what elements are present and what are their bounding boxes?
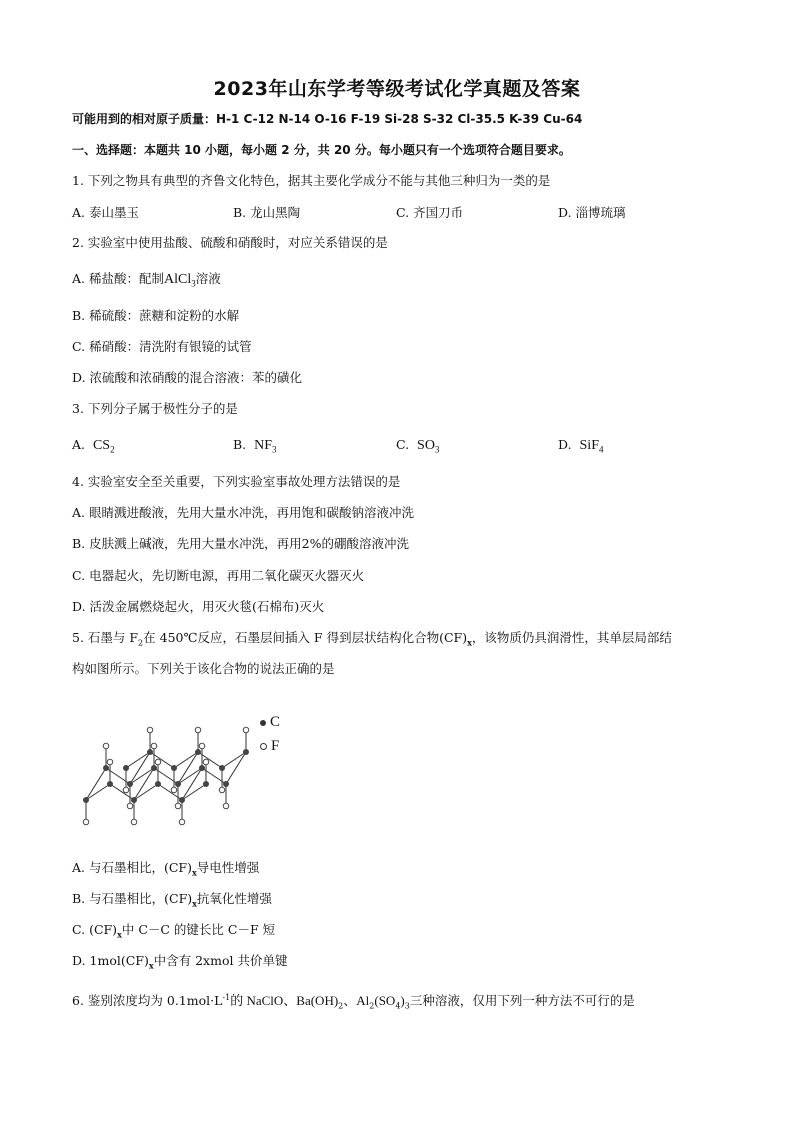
carbon-dot-icon (260, 720, 266, 726)
q2-option-a-suffix: 溶液 (195, 271, 221, 286)
c-c-bond (86, 784, 110, 800)
q2-option-a-formula: AlCl (163, 272, 192, 287)
q2-option-d: D. 浓硫酸和浓硝酸的混合溶液：苯的磺化 (72, 370, 303, 385)
carbon-atom (179, 797, 185, 803)
q5-option-d-text: D. 1mol(CF) (72, 953, 149, 968)
cf-layer-structure-figure (72, 700, 302, 840)
carbon-atom (203, 781, 209, 787)
q3-option-b (233, 436, 277, 459)
c-c-bond (226, 752, 246, 784)
carbon-atom (219, 765, 225, 771)
q3-option-d-formula: SiF (579, 438, 599, 453)
q1-option-b: B. 龙山黑陶 (233, 205, 301, 220)
q5-option-b-text: B. 与石墨相比，(CF) (72, 891, 193, 906)
c-c-bond (178, 768, 202, 784)
fluorine-atom (175, 803, 181, 809)
carbon-atom (147, 749, 153, 755)
fluorine-atom (151, 743, 157, 749)
q5-option-d-tail: 中含有 2xmol 共价单键 (153, 953, 288, 968)
fluorine-atom (147, 727, 153, 733)
q4-option-b: B. 皮肤溅上碱液，先用大量水冲洗，再用2%的硼酸溶液冲洗 (72, 536, 409, 551)
q3-option-a-subscript: 2 (110, 444, 115, 455)
q3-option-c-subscript: 3 (434, 444, 440, 455)
fluorine-atom (127, 803, 133, 809)
q6-sup: -1 (222, 993, 231, 1002)
q3-option-c-formula: SO (417, 438, 435, 453)
c-c-bond (126, 752, 150, 768)
q5-option-d (72, 952, 287, 975)
carbon-atom (151, 765, 157, 771)
q6-part5: ) (400, 993, 405, 1009)
q3-option-b-formula: NF (254, 438, 273, 453)
carbon-atom (131, 797, 137, 803)
carbon-atom (107, 781, 113, 787)
q5-option-c-text: C. (CF) (72, 922, 118, 937)
c-c-bond (86, 768, 106, 800)
c-c-bond (134, 784, 158, 800)
carbon-atom (83, 797, 89, 803)
q3-option-d-letter: D. (558, 437, 572, 452)
q6-sub5: 3 (404, 1001, 410, 1011)
q5-option-a-subx: x (191, 867, 197, 878)
q6-sub3: 2 (369, 1001, 375, 1011)
q6-part1: 6. 鉴别浓度均为 0.1mol·L (72, 993, 223, 1009)
q5-stem-sub2: 2 (138, 638, 144, 648)
fluorine-atom (195, 727, 201, 733)
q2-option-a-subscript: 3 (191, 278, 196, 289)
q6-part2: 的 NaClO、Ba(OH) (230, 993, 339, 1009)
q1-option-d: D. 淄博琉璃 (558, 205, 626, 220)
page-title: 2023年山东学考等级考试化学真题及答案 (213, 78, 581, 100)
fluorine-atom (123, 787, 129, 793)
q5-option-a-tail: 导电性增强 (196, 860, 260, 875)
carbon-atom (155, 781, 161, 787)
carbon-atom (127, 781, 133, 787)
q2-option-b: B. 稀硫酸：蔗糖和淀粉的水解 (72, 308, 240, 323)
q2-option-a-text: A. 稀盐酸：配制 (72, 271, 164, 286)
legend-carbon-label: C (270, 714, 281, 730)
q3-option-a-letter: A. (72, 437, 86, 452)
q3-option-c-letter: C. (396, 437, 410, 452)
question-5-stem-line2: 构如图所示。下列关于该化合物的说法正确的是 (72, 661, 335, 676)
fluorine-atom (179, 819, 185, 825)
fluorine-circle-icon (260, 743, 267, 750)
carbon-atom (223, 781, 229, 787)
fluorine-atom (243, 727, 249, 733)
q6-part4: (SO (374, 993, 396, 1009)
fluorine-atom (83, 819, 89, 825)
q1-option-a: A. 泰山墨玉 (72, 205, 139, 220)
question-1-stem: 1. 下列之物具有典型的齐鲁文化特色，据其主要化学成分不能与其他三种归为一类的是 (72, 173, 551, 188)
q6-sub4: 4 (395, 1001, 401, 1011)
q5-option-b (72, 890, 272, 913)
q5-stem-part2: 在 450℃反应，石墨层间插入 F 得到层状结构化合物(CF) (143, 630, 468, 645)
q1-option-c: C. 齐国刀币 (396, 205, 464, 220)
c-c-bond (174, 752, 198, 768)
question-5-stem-line1 (72, 629, 672, 653)
carbon-atom (195, 749, 201, 755)
fluorine-atom (223, 803, 229, 809)
q5-option-c (72, 921, 275, 944)
q5-option-a-text: A. 与石墨相比，(CF) (72, 860, 192, 875)
q5-option-b-subx: x (192, 898, 197, 909)
q3-option-d (558, 436, 603, 459)
q5-option-d-subx: x (148, 960, 154, 971)
legend-carbon (260, 714, 280, 731)
q6-part6: 三种溶液，仅用下列一种方法不可行的是 (409, 993, 635, 1009)
q5-option-c-tail: 中 C－C 的键长比 C－F 短 (121, 922, 276, 937)
fluorine-atom (199, 743, 205, 749)
fluorine-atom (155, 759, 161, 765)
carbon-atom (175, 781, 181, 787)
q4-option-a: A. 眼睛溅进酸液，先用大量水冲洗，再用饱和碳酸钠溶液冲洗 (72, 505, 414, 520)
fluorine-atom (103, 743, 109, 749)
fluorine-atom (203, 759, 209, 765)
question-3-stem: 3. 下列分子属于极性分子的是 (72, 401, 238, 416)
fluorine-atom (171, 787, 177, 793)
q3-option-d-subscript: 4 (598, 444, 604, 455)
carbon-atom (243, 749, 249, 755)
carbon-atom (123, 765, 129, 771)
fluorine-atom (219, 787, 225, 793)
atomic-masses: 可能用到的相对原子质量：H-1 C-12 N-14 O-16 F-19 Si-28 S-32 Cl-35.5 K-39 Cu-64 (72, 112, 583, 126)
q2-option-c: C. 稀硝酸：清洗附有银镜的试管 (72, 339, 252, 354)
q3-option-b-letter: B. (233, 437, 247, 452)
q6-part3: 、Al (343, 993, 370, 1009)
q3-option-b-subscript: 3 (272, 444, 277, 455)
q5-stem-part1: 5. 石墨与 F (72, 630, 139, 645)
fluorine-atom (107, 759, 113, 765)
q3-option-a (72, 436, 115, 459)
c-c-bond (222, 752, 246, 768)
c-c-bond (130, 768, 154, 784)
fluorine-atom (131, 819, 137, 825)
carbon-atom (171, 765, 177, 771)
q4-option-d: D. 活泼金属燃烧起火，用灭火毯(石棉布)灭火 (72, 599, 325, 614)
question-6-stem (72, 989, 635, 1016)
q3-option-a-formula: CS (92, 438, 111, 453)
q2-option-a (72, 270, 221, 293)
q4-option-c: C. 电器起火，先切断电源，再用二氧化碳灭火器灭火 (72, 568, 365, 583)
legend-fluorine-label: F (271, 738, 280, 754)
carbon-atom (199, 765, 205, 771)
question-2-stem: 2. 实验室中使用盐酸、硫酸和硝酸时，对应关系错误的是 (72, 235, 388, 250)
legend-fluorine (260, 738, 279, 755)
q3-option-c (396, 436, 439, 459)
q5-option-b-tail: 抗氧化性增强 (196, 891, 272, 906)
q6-sub2: 2 (338, 1001, 344, 1011)
q5-option-a (72, 859, 259, 882)
q5-stem-subx: x (467, 637, 472, 648)
c-c-bond (182, 784, 206, 800)
section-heading: 一、选择题：本题共 10 小题，每小题 2 分，共 20 分。每小题只有一个选项符合题目要求。 (72, 143, 571, 157)
question-4-stem: 4. 实验室安全至关重要，下列实验室事故处理方法错误的是 (72, 474, 401, 489)
carbon-atom (103, 765, 109, 771)
q5-stem-part3: ，该物质仍具润滑性，其单层局部结 (471, 630, 672, 645)
q5-option-c-subx: x (117, 929, 122, 940)
